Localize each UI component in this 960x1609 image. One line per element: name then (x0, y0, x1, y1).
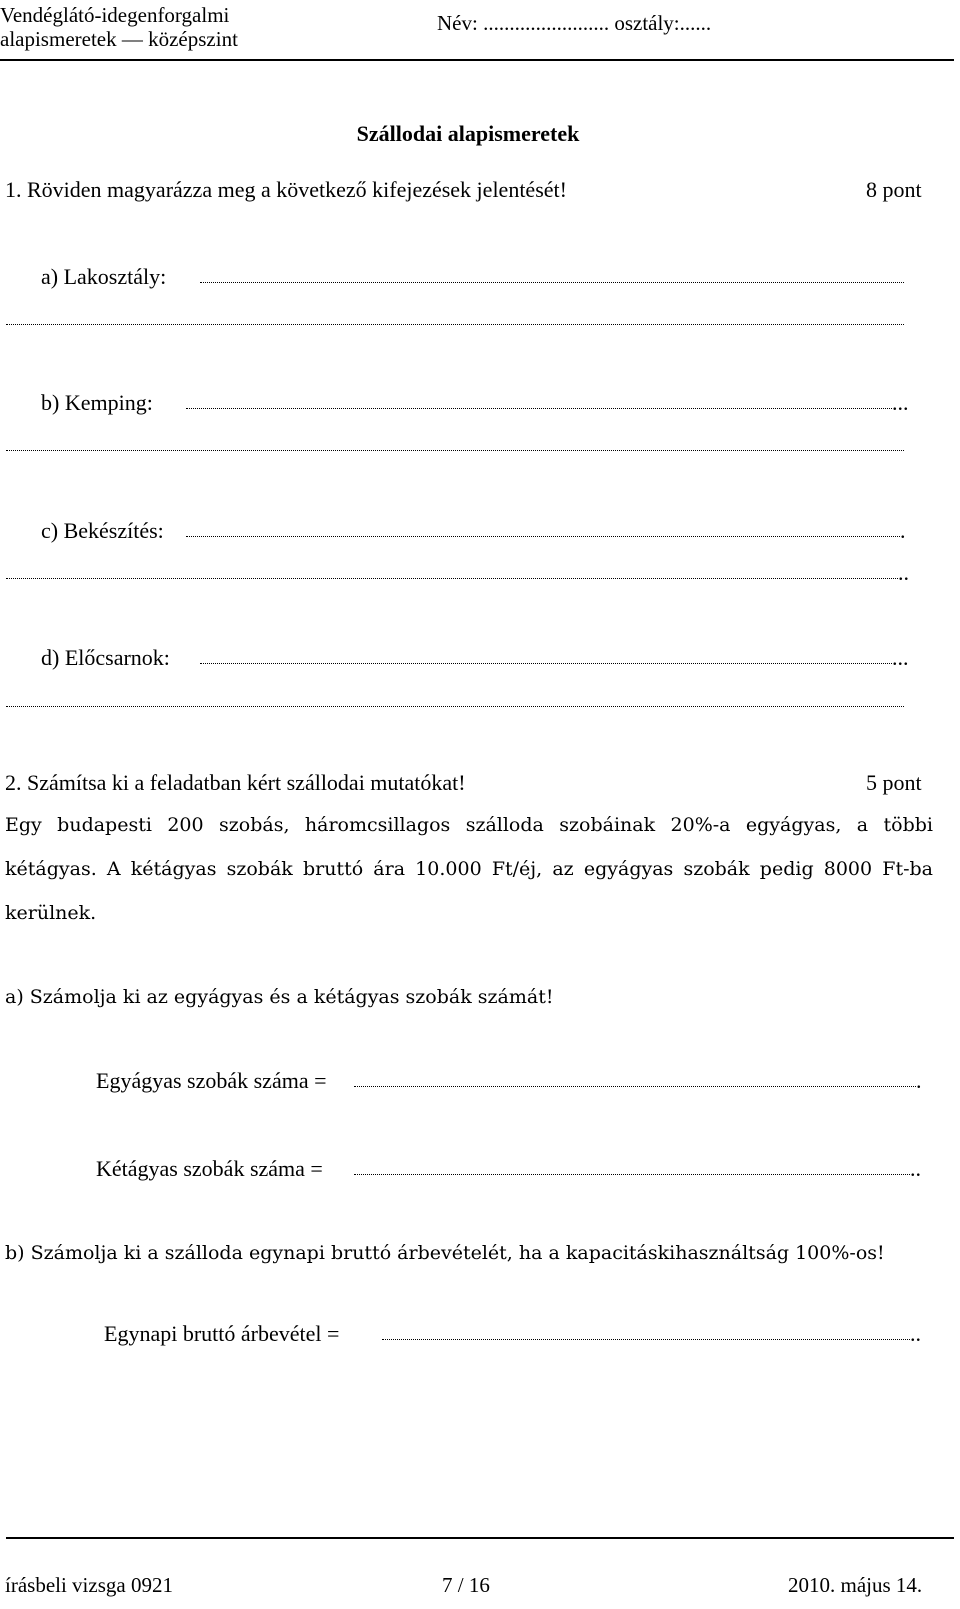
task1-item-a-blank-line1[interactable] (200, 280, 904, 283)
task2-sub-a: a) Számolja ki az egyágyas és a kétágyas szobák számát! (5, 986, 554, 1008)
single-rooms-end: . (916, 1068, 922, 1093)
daily-revenue-end: .. (910, 1321, 921, 1346)
double-rooms-end: .. (910, 1156, 921, 1181)
task1-item-d-line1-end: ... (892, 645, 909, 670)
footer-date: 2010. május 14. (788, 1573, 923, 1597)
task2-points: 5 pont (866, 770, 922, 795)
single-rooms-label: Egyágyas szobák száma = (96, 1068, 327, 1093)
task1-item-b-line1-end: ... (892, 390, 909, 415)
header-name-field: Név: ........................ osztály:...... (437, 11, 712, 35)
task1-item-c-label: c) Bekészítés: (41, 518, 164, 543)
task1-item-d-label: d) Előcsarnok: (41, 645, 170, 670)
header-subject-line2: alapismeretek — középszint (0, 27, 238, 51)
footer-rule (6, 1537, 954, 1539)
daily-revenue-answer-blank[interactable] (382, 1337, 910, 1340)
double-rooms-label: Kétágyas szobák száma = (96, 1156, 323, 1181)
task1-item-a-blank-line2[interactable] (6, 322, 904, 325)
task1-item-a-label: a) Lakosztály: (41, 264, 167, 289)
task2-sub-b: b) Számolja ki a szálloda egynapi bruttó árbevételét, ha a kapacitáskihasználtság 100%-os! (5, 1242, 885, 1264)
daily-revenue-label: Egynapi bruttó árbevétel = (104, 1321, 340, 1346)
task2-paragraph-line1: Egy budapesti 200 szobás, háromcsillagos szálloda szobáinak 20%-a egyágyas, a többi (5, 814, 933, 836)
task2-paragraph-line3: kerülnek. (5, 902, 97, 924)
task1-item-c-line2-end: .. (898, 560, 909, 585)
task1-points: 8 pont (866, 177, 922, 202)
task1-item-c-line1-end: . (900, 518, 906, 543)
task1-item-c-blank-line2[interactable] (6, 576, 898, 579)
task1-item-d-blank-line2[interactable] (6, 704, 904, 707)
task2-prompt: 2. Számítsa ki a feladatban kért szállodai mutatókat! (5, 770, 466, 795)
footer-exam-code: írásbeli vizsga 0921 (5, 1573, 173, 1597)
double-rooms-answer-blank[interactable] (354, 1172, 910, 1175)
task1-prompt: 1. Röviden magyarázza meg a következő kifejezések jelentését! (5, 177, 567, 202)
task2-paragraph-line2: kétágyas. A kétágyas szobák bruttó ára 10.000 Ft/éj, az egyágyas szobák pedig 8000 Ft-ba (5, 858, 933, 880)
task1-item-b-blank-line1[interactable] (186, 406, 892, 409)
header-subject-line1: Vendéglátó-idegenforgalmi (0, 3, 230, 27)
section-title: Szállodai alapismeretek (356, 121, 580, 146)
header-rule (0, 59, 954, 61)
single-rooms-answer-blank[interactable] (354, 1084, 916, 1087)
footer-page-number: 7 / 16 (442, 1573, 490, 1597)
task1-item-b-label: b) Kemping: (41, 390, 153, 415)
task1-item-d-blank-line1[interactable] (200, 661, 892, 664)
task1-item-b-blank-line2[interactable] (6, 448, 904, 451)
task1-item-c-blank-line1[interactable] (186, 534, 900, 537)
